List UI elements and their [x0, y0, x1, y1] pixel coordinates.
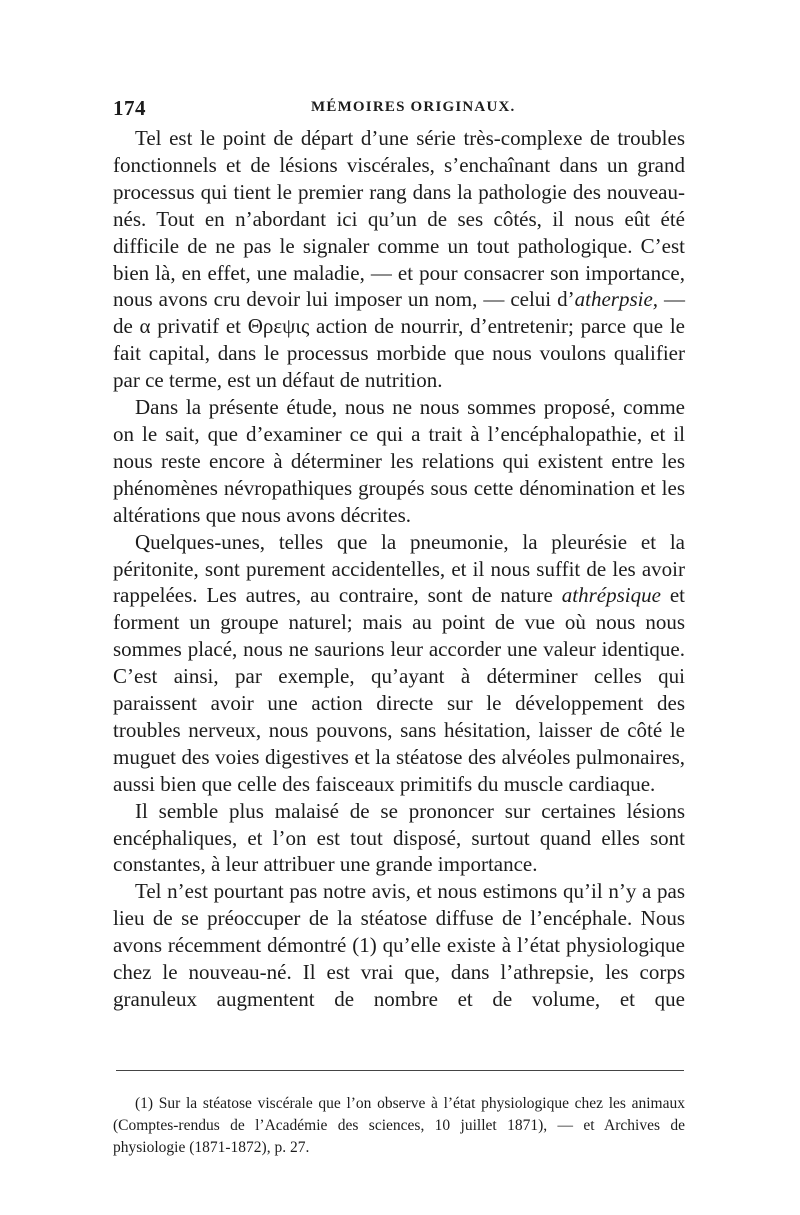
italic-term: atherpsie, [574, 287, 659, 312]
italic-term: athrépsique [561, 583, 661, 608]
running-title: MÉMOIRES ORIGINAUX. [311, 99, 516, 115]
paragraph [113, 394, 685, 529]
main-text [113, 125, 685, 1013]
text-segment: Dans la présente étude, nous ne nous sommes proposé, comme on le sait, que d’examiner ce qui a trait à l’encéphalopathie, et il nous reste encore à déterminer les relations qui existent entre les phénomènes névropathiques groupés sous cette dénomination et les altérations que nous avons décrites. [113, 395, 685, 527]
text-segment: Il semble plus malaisé de se prononcer sur certaines lésions encéphaliques, et l’on est tout disposé, surtout quand elles sont constantes, à leur attribuer une grande importance. [113, 798, 685, 877]
footnote: (1) Sur la stéatose viscérale que l’on observe à l’état physiologique chez les animaux (Comptes-rendus de l’Académie des sciences, 10 juillet 1871), — et Archives de physiologie (1871-1872), p. 27. [113, 1095, 685, 1156]
footnote-divider [116, 1070, 684, 1071]
text-segment: — de α privatif et Θρεψις action de nourrir, d’entretenir; parce que le fait capital, dans le processus morbide que nous voulons qualifier par ce terme, est un défaut de nutrition. [113, 287, 686, 393]
paragraph [113, 125, 685, 394]
running-head [113, 96, 683, 120]
paragraph [113, 529, 685, 798]
paragraph [113, 878, 685, 1013]
footnotes [113, 1093, 685, 1159]
text-segment: et forment un groupe naturel; mais au point de vue où nous nous sommes placé, nous ne saurions leur accorder une valeur identique. C’est ainsi, par exemple, qu’ayant à déterminer celles qui paraissent avoir une action directe sur le développement des troubles nerveux, nous pouvons, sans hésitation, laisser de côté le muguet des voies digestives et la stéatose des alvéoles pulmonaires, aussi bien que celle des faisceaux primitifs du muscle cardiaque. [113, 583, 686, 796]
text-segment: Tel est le point de départ d’une série très-complexe de troubles fonctionnels et de lésions viscérales, s’enchaînant dans un grand processus qui tient le premier rang dans la pathologie des nouveau-nés. Tout en n’abordant ici qu’un de ses côtés, il nous eût été difficile de ne pas le signaler comme un tout pathologique. C’est bien là, en effet, une maladie, — et pour consacrer son importance, nous avons cru devoir lui imposer un nom, — celui d’ [113, 126, 685, 312]
page-number: 174 [113, 96, 146, 120]
text-segment: Tel n’est pourtant pas notre avis, et nous estimons qu’il n’y a pas lieu de se préoccuper de la stéatose diffuse de l’encéphale. Nous avons récemment démontré (1) qu’elle existe à l’état physiologique chez le nouveau-né. Il est vrai que, dans l’athrepsie, les corps granuleux augmentent de nombre et de volume, et que [113, 879, 685, 1011]
paragraph [113, 798, 685, 879]
text-segment: Quelques-unes, telles que la pneumonie, la pleurésie et la péritonite, sont purement accidentelles, et il nous suffit de les avoir rappelées. Les autres, au contraire, sont de nature [113, 529, 685, 608]
